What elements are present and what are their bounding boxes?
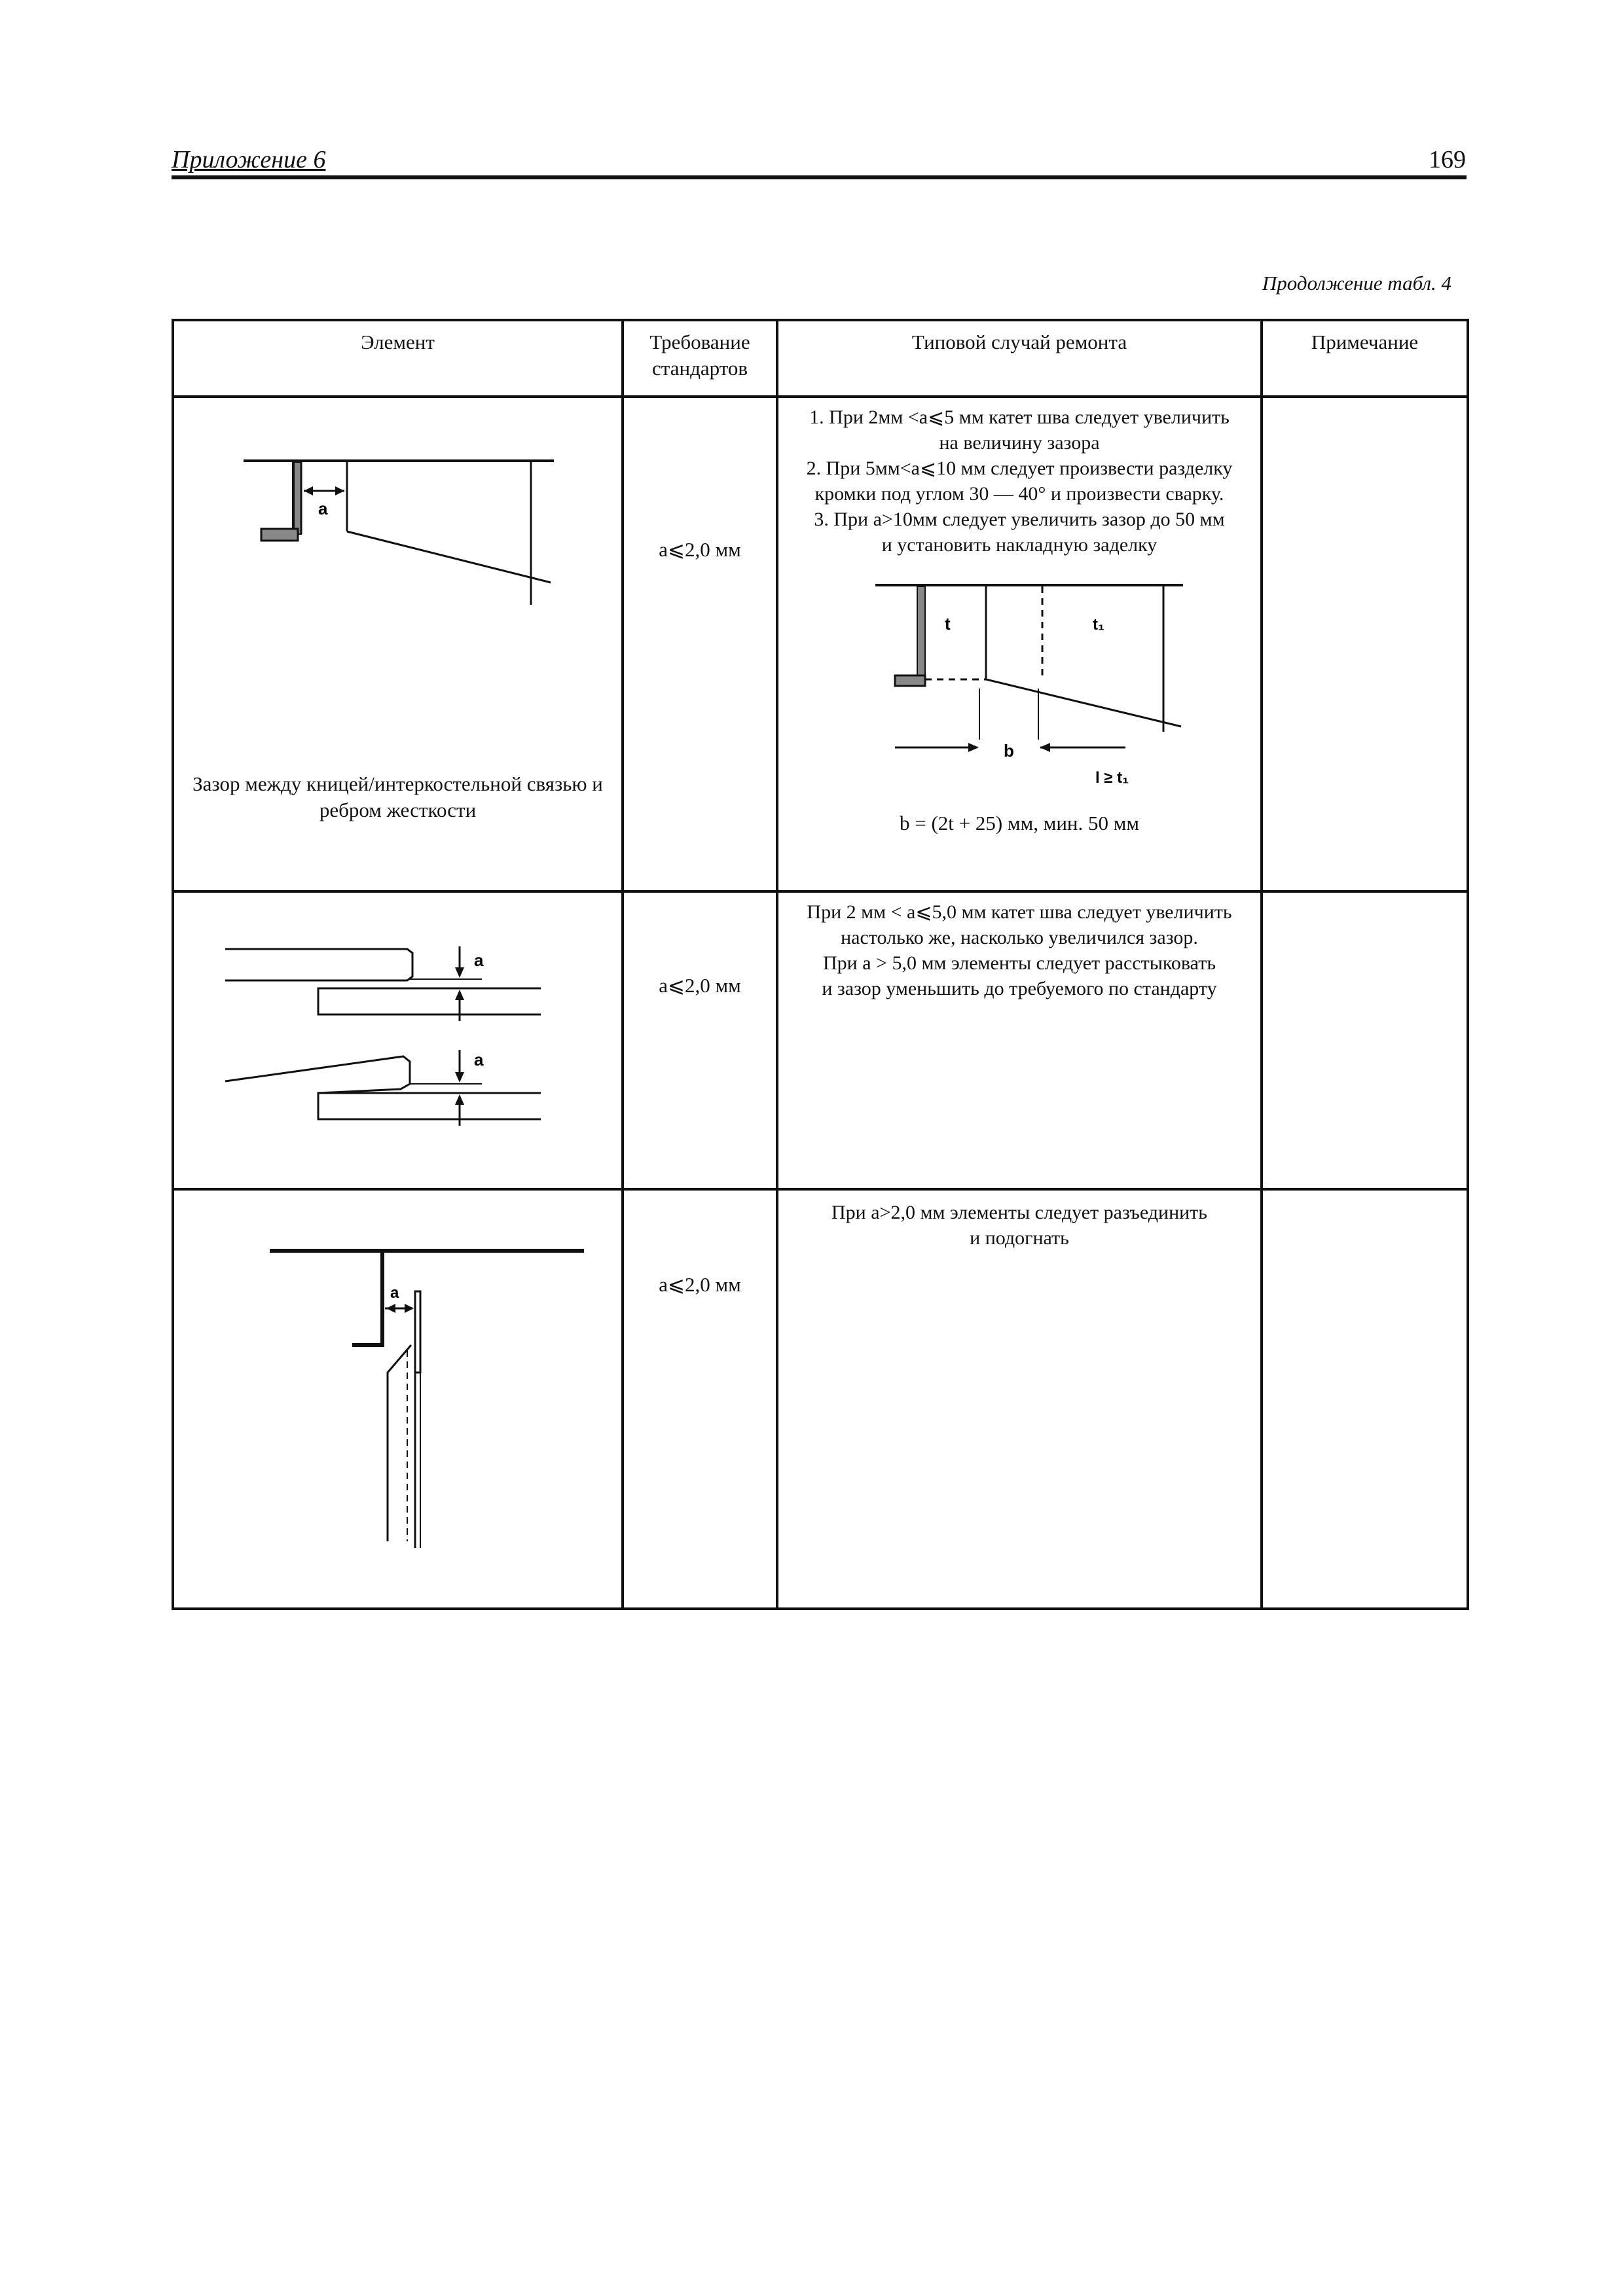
repair-line: При a>2,0 мм элементы следует разъединить — [831, 1202, 1207, 1223]
requirement-cell — [623, 891, 777, 1189]
thickness-t-label: t — [945, 614, 951, 634]
repair-line: При a > 5,0 мм элементы следует расстыковать — [822, 952, 1216, 974]
gap-a-label: a — [390, 1284, 399, 1302]
thickness-t1-label: t₁ — [1093, 616, 1104, 634]
repair-line: на величину зазора — [939, 432, 1100, 454]
table-header-row — [173, 320, 1468, 397]
repair-formula: b = (2t + 25) мм, мин. 50 мм — [900, 812, 1139, 834]
table-row — [173, 397, 1468, 891]
table-row — [173, 891, 1468, 1189]
requirement-cell — [623, 1189, 777, 1609]
col-header-note: Примечание — [1262, 320, 1468, 397]
col-header-requirement: Требование стандартов — [623, 320, 777, 397]
repair-line: и установить накладную заделку — [881, 534, 1158, 556]
repair-line: настолько же, насколько увеличился зазор. — [841, 927, 1198, 948]
header-rule — [172, 175, 1467, 179]
gap-a-label: a — [474, 950, 484, 970]
repair-line: При 2 мм < a⩽5,0 мм катет шва следует увеличить — [807, 901, 1232, 923]
bracket-gap-diagram — [174, 1191, 624, 1607]
element-cell — [173, 891, 623, 1189]
requirement-value: a⩽2,0 мм — [659, 1273, 741, 1296]
col-header-repair: Типовой случай ремонта — [777, 320, 1262, 397]
plate-overlap-diagram — [174, 893, 624, 1188]
element-cell — [173, 1189, 623, 1609]
requirement-value: a⩽2,0 мм — [659, 538, 741, 561]
length-condition-label: l ≥ t₁ — [1095, 769, 1129, 787]
repair-cell — [777, 891, 1262, 1189]
note-cell — [1262, 891, 1468, 1189]
requirement-value: a⩽2,0 мм — [659, 974, 741, 997]
gap-stiffener-diagram — [174, 437, 624, 686]
element-cell — [173, 397, 623, 891]
repair-line: 2. При 5мм<a⩽10 мм следует произвести разделку — [806, 457, 1233, 479]
repair-line: 1. При 2мм <a⩽5 мм катет шва следует увеличить — [809, 406, 1230, 428]
section-title: Приложение 6 — [172, 146, 326, 173]
page-number: 169 — [1429, 146, 1466, 173]
repair-cell — [777, 397, 1262, 891]
repair-text — [778, 893, 1260, 1001]
element-caption: Зазор между кницей/интеркостельной связью и ребром жесткости — [192, 772, 603, 822]
repair-insert-diagram — [778, 571, 1263, 806]
requirement-cell — [623, 397, 777, 891]
repair-text — [778, 398, 1260, 558]
width-b-label: b — [1004, 741, 1014, 761]
repair-line: и зазор уменьшить до требуемого по стандарту — [822, 978, 1217, 999]
repair-cell — [777, 1189, 1262, 1609]
table-row — [173, 1189, 1468, 1609]
repair-line: 3. При a>10мм следует увеличить зазор до 50 мм — [814, 509, 1225, 530]
note-cell — [1262, 1189, 1468, 1609]
repair-table — [172, 319, 1469, 1610]
gap-a-label: a — [474, 1050, 484, 1069]
col-header-element: Элемент — [173, 320, 623, 397]
repair-line: кромки под углом 30 — 40° и произвести сварку. — [814, 483, 1224, 505]
gap-a-label: a — [318, 499, 328, 518]
repair-line: и подогнать — [970, 1227, 1069, 1249]
repair-text — [778, 1191, 1260, 1251]
note-cell — [1262, 397, 1468, 891]
table-caption: Продолжение табл. 4 — [1262, 272, 1451, 295]
